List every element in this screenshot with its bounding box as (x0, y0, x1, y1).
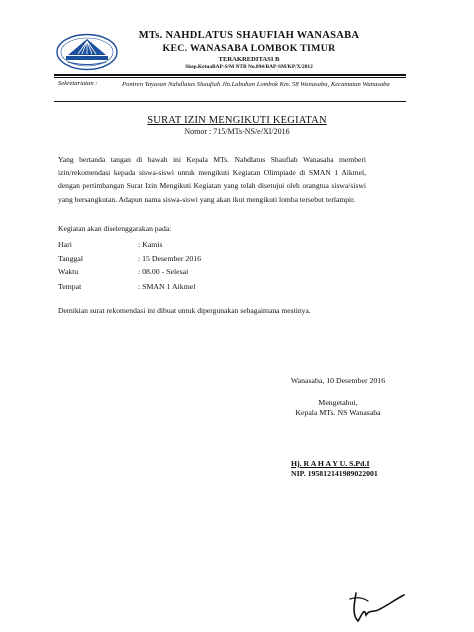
address-rule (54, 101, 406, 102)
schedule-label: Tanggal (58, 254, 84, 263)
schedule-label: Hari (58, 240, 72, 249)
header-rule-thick (54, 74, 406, 76)
body-paragraph-2: Kegiatan akan diselenggarakan pada: (58, 224, 172, 233)
schedule-value: : 15 Desember 2016 (138, 254, 202, 263)
address: Pontren Yayasan Nahdlatus Shaufiah Jln.Labuhan Lombok Km. 58 Wanasaba, Kecamatan Wanasaba (122, 81, 390, 88)
schedule-label: Waktu (58, 267, 79, 276)
acknowledged-label: Mengetahui, (318, 398, 358, 407)
address-label: Sekretariatan : (58, 80, 98, 87)
school-district: KEC. WANASABA LOMBOK TIMUR (162, 43, 336, 54)
schedule-value: : 08.00 - Selesai (138, 267, 189, 276)
schedule-value: : SMAN 1 Aikmel (138, 282, 196, 291)
letter-number: Nomor : 715/MTs-NS/e/XI/2016 (184, 127, 290, 136)
school-name: MTs. NAHDLATUS SHAUFIAH WANASABA (138, 30, 360, 41)
handwritten-signature (340, 585, 410, 625)
closing-paragraph: Demikian surat rekomendasi ini dibuat untuk dipergunakan sebagaimana mestinya. (58, 306, 311, 315)
accreditation: TERAKREDITASI B (218, 56, 280, 63)
accreditation-decree: Skep.KetuaBAP-S/M NTB No.094/BAP-SM/KP/X/2012 (185, 64, 313, 70)
schedule-value: : Kamis (138, 240, 163, 249)
body-paragraph-1: Yang bertanda tangan di bawah ini Kepala MTs. Nahdlatus Shaufiah Wanasaba memberi izin/rekomendasi kepada siswa-siswi untuk mengikuti Kegiatan Olimpiade di SMAN 1 Aikmel, dengan pertimbangan Surat Izin Mengikuti Kegiatan yang telah disetujui oleh orangtua siswa/siswi yang bersangkutan. Adapun nama siswa-siswi yang akan ikut mengikuti lomba tersebut terlampir. (58, 155, 366, 204)
letter-title (0, 115, 474, 126)
schedule-label: Tempat (58, 282, 82, 291)
signer-name: Hj. R A H A Y U. S.Pd.I (291, 459, 370, 468)
signer-nip: NIP. 195812141989022001 (291, 469, 378, 478)
school-logo (56, 33, 118, 71)
header-rule-thin (54, 77, 406, 78)
letter-title-text: SURAT IZIN MENGIKUTI KEGIATAN (147, 115, 327, 126)
signer-position: Kepala MTs. NS Wanasaba (295, 408, 381, 417)
place-date: Wanasaba, 10 Desember 2016 (290, 376, 386, 385)
